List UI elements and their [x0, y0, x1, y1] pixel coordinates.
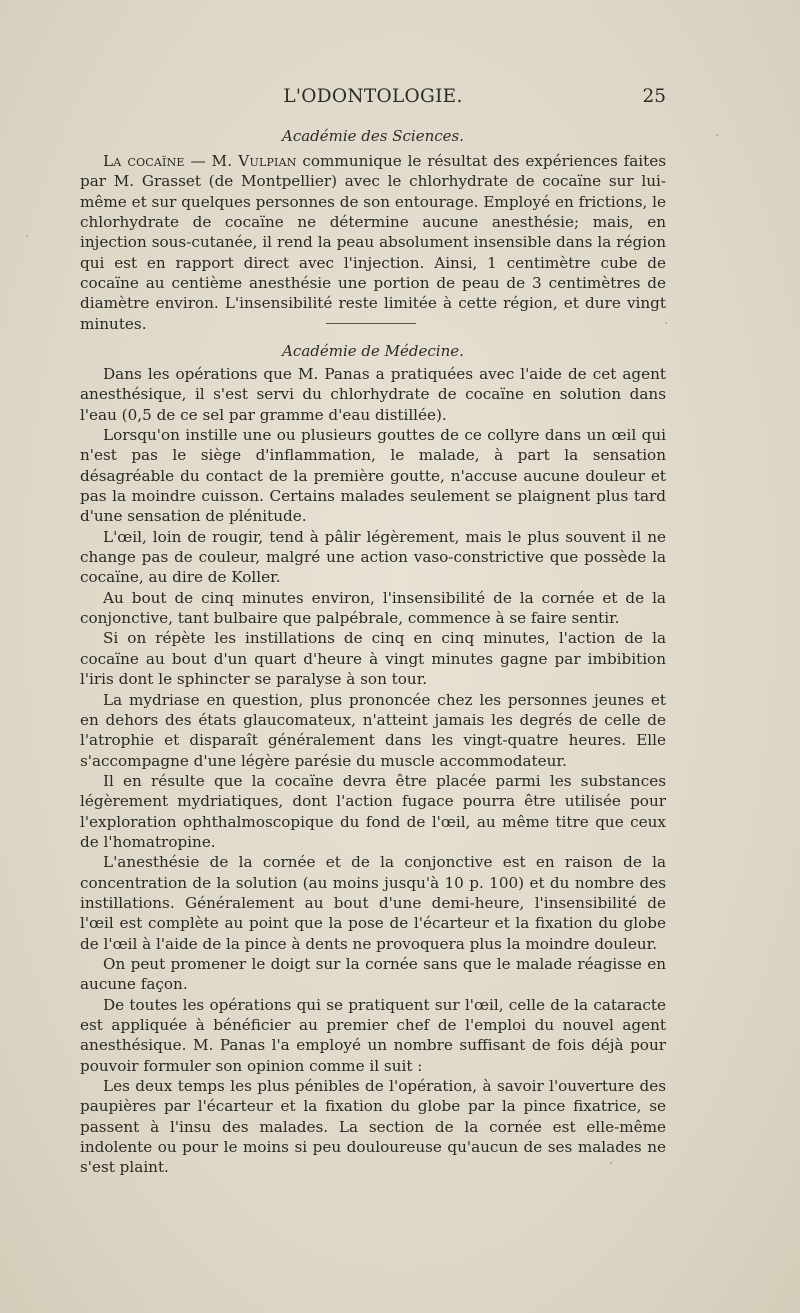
section-divider: [326, 323, 416, 324]
paragraph: L'anesthésie de la cornée et de la conjonctive est en raison de la concentration de la solution (au moins jusqu'à 10 p. 100) et du nombre des instillations. Généralement au bout d'une demi-heure, l'insensibilité de l'œil est complète au point que la pose de l'écarteur et la fixation du globe de l'œil à l'aide de la pince à dents ne provoquera plus la moindre douleur.: [80, 853, 666, 953]
paragraph-la-cocaine: [80, 151, 666, 334]
paper-speck: [716, 134, 718, 136]
paragraph: La mydriase en question, plus prononcée chez les personnes jeunes et en dehors des états glaucomateux, n'atteint jamais les degrés de celle de l'atrophie et disparaît généralement dans les vingt-quatre heures. Elle s'accompagne d'une légère parésie du muscle accommodateur.: [80, 690, 666, 770]
paragraph: Au bout de cinq minutes environ, l'insensibilité de la cornée et de la conjonctive, tant bulbaire que palpébrale, commence à se faire sentir.: [80, 588, 666, 628]
paper-speck: [665, 322, 667, 324]
paragraph: L'œil, loin de rougir, tend à pâlir légèrement, mais le plus souvent il ne change pas de couleur, malgré une action vaso-constrictive que possède la cocaïne, au dire de Koller.: [80, 527, 666, 587]
lead-author-name: M. Vulpian: [211, 152, 297, 170]
section-academie-medecine: [80, 364, 666, 1178]
paper-speck: [610, 1162, 612, 1164]
section-academie-sciences: [80, 151, 666, 334]
lead-dash: —: [184, 152, 212, 170]
paragraph: On peut promener le doigt sur la cornée sans que le malade réagisse en aucune façon.: [80, 954, 666, 994]
paragraph-text: communique le résultat des expériences faites par M. Grasset (de Montpellier) avec le chlorhydrate de cocaïne sur lui-même et sur quelques personnes de son entourage. Employé en frictions, le chlorhydrate de cocaïne ne détermine aucune anesthésie; mais, en injection sous-cutanée, il rend la peau absolument insensible dans la région qui est en rapport direct avec l'injection. Ainsi, 1 centimètre cube de cocaïne au centième anesthésie une portion de peau de 3 centimètres de diamètre environ. L'insensibilité reste limitée à cette région, et dure vingt minutes.: [80, 152, 667, 333]
paragraph: De toutes les opérations qui se pratiquent sur l'œil, celle de la cataracte est appliquée à bénéficier au premier chef de l'emploi du nouvel agent anesthésique. M. Panas l'a employé un nombre suffisant de fois déjà pour pouvoir formuler son opinion comme il suit :: [80, 995, 666, 1075]
paper-speck: [26, 235, 28, 237]
section-heading-academie-medecine: Académie de Médecine.: [282, 342, 464, 360]
page-header: [80, 86, 666, 114]
paragraph: Lorsqu'on instille une ou plusieurs gouttes de ce collyre dans un œil qui n'est pas le siège d'inflammation, le malade, à part la sensation désagréable du contact de la première goutte, n'accuse aucune douleur et pas la moindre cuisson. Certains malades seulement se plaignent plus tard d'une sensation de plénitude.: [80, 426, 666, 526]
paragraph: Les deux temps les plus pénibles de l'opération, à savoir l'ouverture des paupières par l'écarteur et la fixation du globe par la pince fixatrice, se passent à l'insu des malades. La section de la cornée est elle-même indolente ou pour le moins si peu douloureuse qu'aucun de ses malades ne s'est plaint.: [80, 1077, 666, 1177]
page-number: 25: [642, 86, 666, 107]
running-title: L'ODONTOLOGIE.: [283, 86, 463, 107]
paragraph: Il en résulte que la cocaïne devra être placée parmi les substances légèrement mydriatiques, dont l'action fugace pourra être utilisée pour l'exploration ophthalmoscopique du fond de l'œil, au même titre que ceux de l'homatropine.: [80, 771, 666, 851]
paragraph: Dans les opérations que M. Panas a pratiquées avec l'aide de cet agent anesthésique, il s'est servi du chlorhydrate de cocaïne en solution dans l'eau (0,5 de ce sel par gramme d'eau distillée).: [80, 365, 666, 424]
section-heading-academie-sciences: Académie des Sciences.: [281, 127, 465, 145]
paragraph-lead-label: La cocaïne: [103, 152, 185, 170]
paragraph: Si on répète les instillations de cinq en cinq minutes, l'action de la cocaïne au bout d'un quart d'heure à vingt minutes gagne par imbibition l'iris dont le sphincter se paralyse à son tour.: [80, 629, 666, 689]
